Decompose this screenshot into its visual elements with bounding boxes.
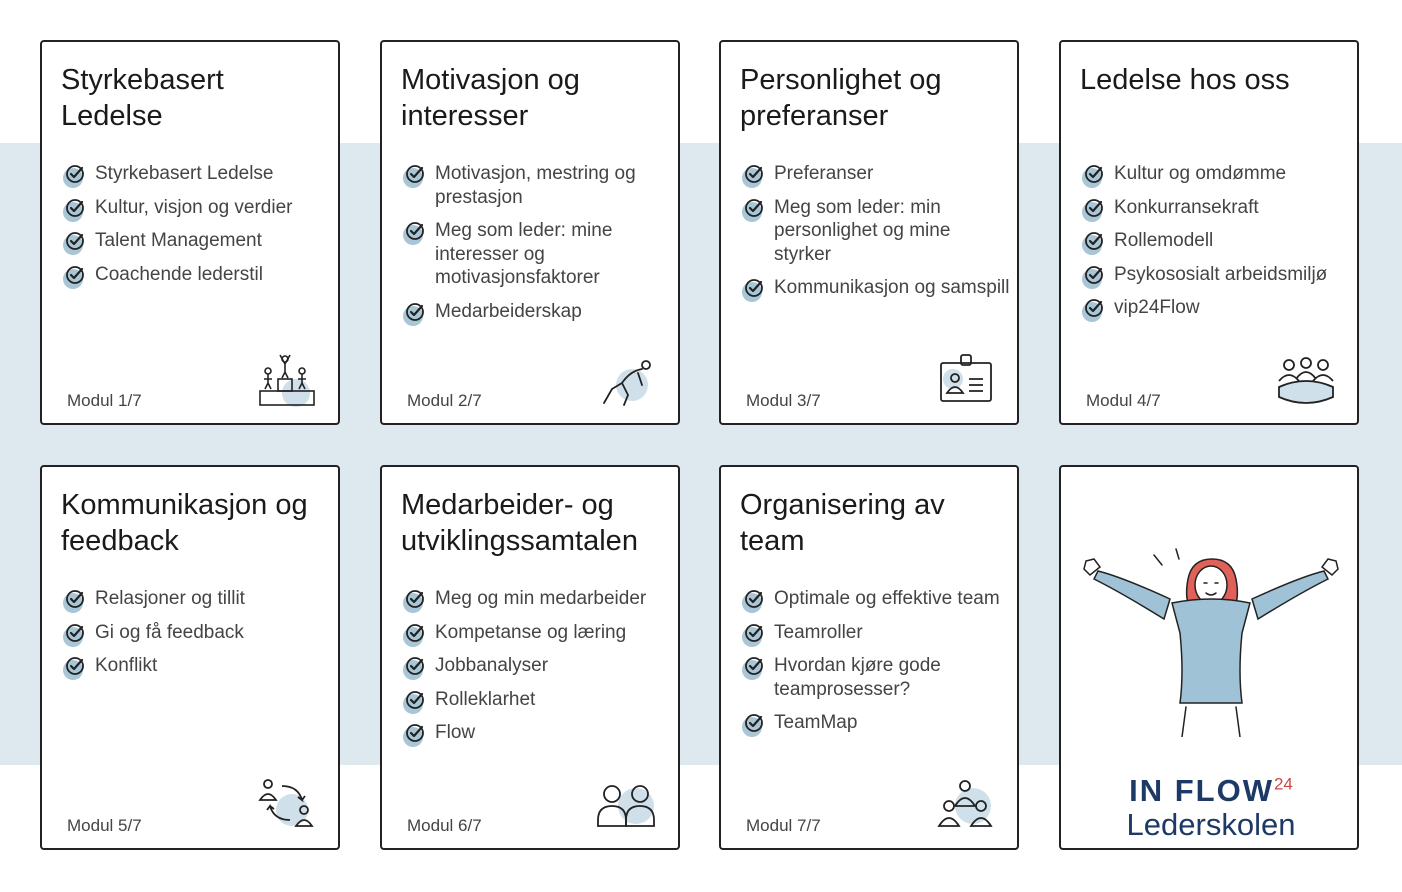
topic-item (1080, 162, 1350, 186)
topic-item (740, 162, 1010, 186)
topic-item (1080, 229, 1350, 253)
celebrating-woman-illustration (1076, 537, 1346, 737)
card-title: Organisering av team (740, 489, 945, 557)
topic-label: Rolleklarhet (435, 688, 536, 710)
topic-label: Kompetanse og læring (435, 621, 627, 643)
topic-item (740, 587, 1010, 611)
brand-subtitle: Lederskolen (1126, 807, 1296, 842)
check-icon (740, 163, 766, 189)
two-people-icon (596, 776, 658, 832)
topic-item (401, 621, 671, 645)
meeting-table-icon (1275, 351, 1337, 407)
check-icon (740, 712, 766, 738)
topic-item (61, 587, 331, 611)
module-card-1[interactable] (40, 40, 340, 425)
module-card-2[interactable] (380, 40, 680, 425)
topic-label: Hvordan kjøre gode teamprosesser? (774, 655, 941, 700)
topic-label: Flow (435, 722, 476, 743)
exchange-people-icon (256, 776, 318, 832)
topic-item (61, 263, 331, 287)
check-icon (61, 163, 87, 189)
topic-label: Motivasjon, mestring og prestasjon (435, 163, 636, 208)
check-icon (401, 722, 427, 748)
topic-label: Rollemodell (1114, 230, 1214, 251)
topic-item (61, 162, 331, 186)
card-title: Styrkebasert Ledelse (61, 64, 224, 132)
topic-label: Gi og få feedback (95, 621, 244, 643)
topic-label: Coachende lederstil (95, 263, 263, 285)
topic-item (401, 300, 671, 324)
topic-label: vip24Flow (1114, 297, 1200, 318)
check-icon (61, 622, 87, 648)
runner-start-icon (596, 351, 658, 407)
check-icon (401, 655, 427, 681)
topic-item (61, 229, 331, 253)
topic-item (740, 621, 1010, 645)
topic-label: Teamroller (774, 621, 863, 643)
topic-label: Kultur, visjon og verdier (95, 196, 293, 218)
podium-icon (256, 351, 318, 407)
brand-logo (1061, 773, 1361, 809)
check-icon (401, 588, 427, 614)
brand-card (1059, 465, 1359, 850)
topic-list (61, 587, 331, 688)
check-icon (61, 588, 87, 614)
topic-label: Psykososialt arbeidsmiljø (1114, 263, 1328, 285)
check-icon (740, 277, 766, 303)
check-icon (61, 655, 87, 681)
module-number: Modul 1/7 (67, 391, 142, 410)
module-card-6[interactable] (380, 465, 680, 850)
topic-item (740, 276, 1010, 300)
topic-item (1080, 263, 1350, 287)
topic-label: Preferanser (774, 163, 874, 184)
brand-logo-text: IN FLOW (1129, 773, 1274, 808)
check-icon (401, 301, 427, 327)
module-number: Modul 6/7 (407, 816, 482, 835)
card-title: Personlighet og preferanser (740, 64, 942, 132)
check-icon (1080, 230, 1106, 256)
check-icon (740, 622, 766, 648)
topic-label: TeamMap (774, 712, 858, 733)
topic-list (401, 162, 671, 333)
check-icon (401, 622, 427, 648)
topic-label: Meg som leder: min personlighet og mine styrker (774, 196, 951, 265)
topic-list (61, 162, 331, 296)
topic-item (740, 654, 1010, 701)
topic-item (1080, 296, 1350, 320)
module-number: Modul 7/7 (746, 816, 821, 835)
topic-item (61, 196, 331, 220)
topic-item (1080, 196, 1350, 220)
topic-item (401, 162, 671, 209)
check-icon (1080, 197, 1106, 223)
card-title: Medarbeider- og utviklingssamtalen (401, 489, 638, 557)
card-title: Ledelse hos oss (1080, 64, 1290, 96)
topic-label: Meg som leder: mine interesser og motivasjonsfaktorer (435, 220, 613, 288)
brand-logo-number: 24 (1273, 774, 1293, 794)
topic-label: Konflikt (95, 655, 158, 676)
topic-label: Kommunikasjon og samspill (774, 277, 1010, 298)
team-group-icon (935, 776, 997, 832)
module-card-4[interactable] (1059, 40, 1359, 425)
topic-label: Medarbeiderskap (435, 300, 582, 322)
topic-item (61, 654, 331, 678)
topic-item (61, 621, 331, 645)
check-icon (401, 220, 427, 246)
topic-label: Talent Management (95, 230, 262, 251)
check-icon (1080, 264, 1106, 290)
check-icon (740, 588, 766, 614)
topic-label: Meg og min medarbeider (435, 588, 647, 609)
check-icon (61, 264, 87, 290)
check-icon (1080, 297, 1106, 323)
card-title: Motivasjon og interesser (401, 64, 580, 132)
topic-label: Styrkebasert Ledelse (95, 163, 274, 184)
topic-list (401, 587, 671, 755)
topic-item (401, 688, 671, 712)
id-badge-icon (935, 351, 997, 407)
topic-label: Optimale og effektive team (774, 588, 1000, 609)
module-number: Modul 4/7 (1086, 391, 1161, 410)
check-icon (1080, 163, 1106, 189)
card-title: Kommunikasjon og feedback (61, 489, 308, 557)
check-icon (740, 197, 766, 223)
module-number: Modul 5/7 (67, 816, 142, 835)
topic-label: Jobbanalyser (435, 655, 549, 676)
module-card-5[interactable] (40, 465, 340, 850)
module-number: Modul 2/7 (407, 391, 482, 410)
topic-label: Konkurransekraft (1114, 196, 1259, 218)
check-icon (61, 230, 87, 256)
check-icon (401, 163, 427, 189)
topic-item (401, 219, 671, 290)
check-icon (61, 197, 87, 223)
topic-item (401, 721, 671, 745)
check-icon (401, 689, 427, 715)
topic-item (401, 654, 671, 678)
topic-item (740, 196, 1010, 267)
topic-label: Kultur og omdømme (1114, 163, 1287, 184)
module-card-7[interactable] (719, 465, 1019, 850)
topic-list (740, 587, 1010, 745)
topic-item (740, 711, 1010, 735)
topic-list (1080, 162, 1350, 330)
check-icon (740, 655, 766, 681)
module-card-3[interactable] (719, 40, 1019, 425)
topic-label: Relasjoner og tillit (95, 588, 245, 609)
topic-list (740, 162, 1010, 310)
topic-item (401, 587, 671, 611)
module-number: Modul 3/7 (746, 391, 821, 410)
